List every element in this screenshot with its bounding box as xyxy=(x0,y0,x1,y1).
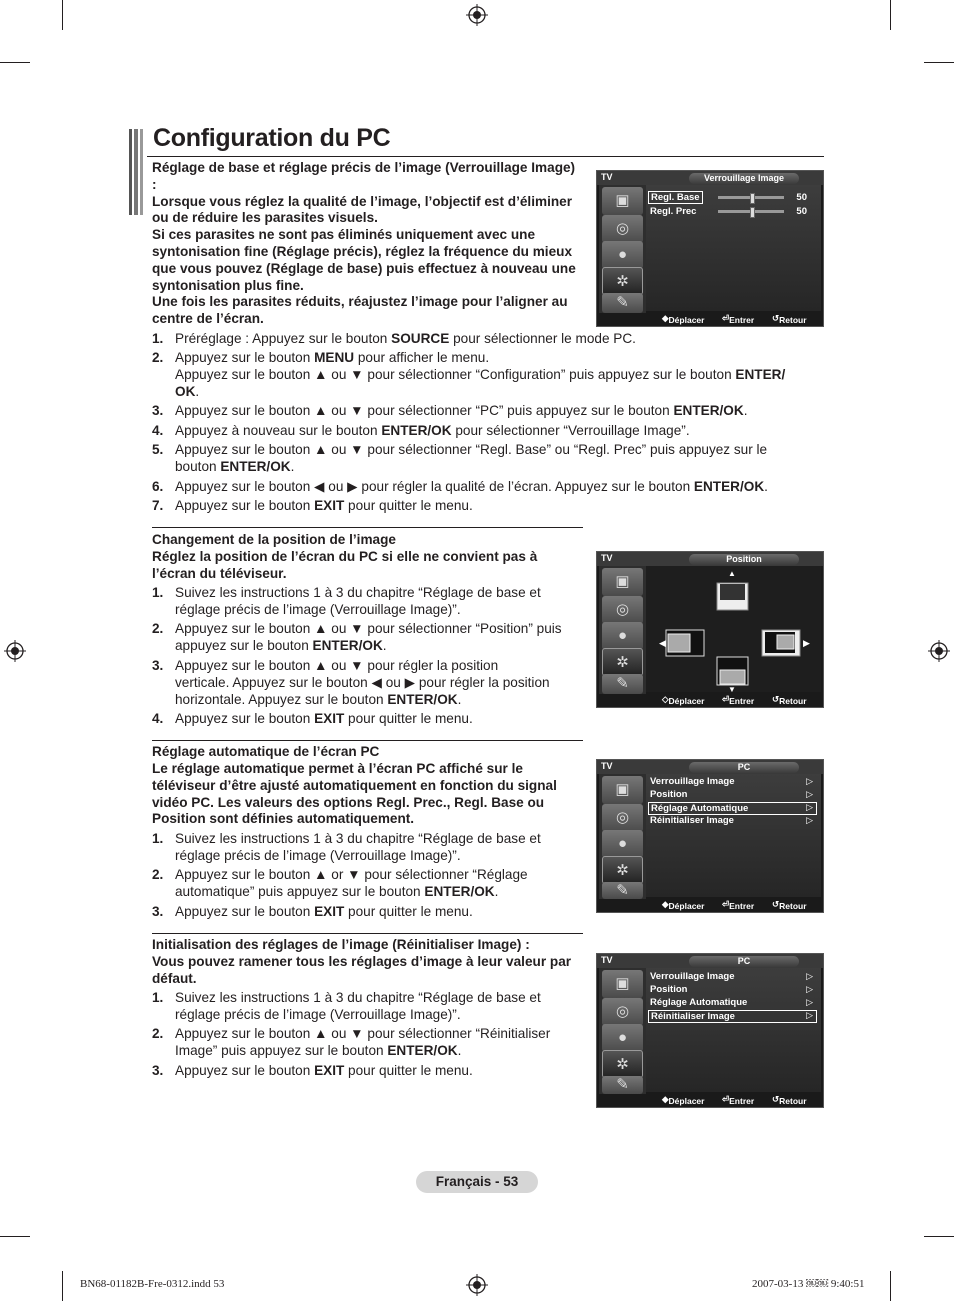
step-number: 2. xyxy=(152,1026,164,1041)
osd-item-regl-base: Regl. Base xyxy=(648,191,703,204)
osd-pane xyxy=(646,774,821,897)
step-number: 4. xyxy=(152,423,164,438)
step-text: Appuyez à nouveau sur le bouton ENTER/OK pour sélectionner “Verrouillage Image”. xyxy=(175,423,690,438)
registration-mark-icon xyxy=(928,640,950,662)
section-rule xyxy=(152,933,583,934)
sound-icon: ◎ xyxy=(602,215,643,243)
section1-intro-line: Si ces parasites ne sont pas éliminés uniquement avec une syntonisation fine (Réglage précis), réglez la fréquence du mieux que vous pouvez (Réglage de base) puis effectuez à nouveau une syntonisation plus fine. xyxy=(152,227,576,293)
step-text: Appuyez sur le bouton ▲ ou ▼ pour régler la position verticale. Appuyez sur le bouton ◀ ou ▶ pour régler la position horizontale. Appuyez sur le bouton ENTER/OK. xyxy=(175,658,550,707)
title-decoration xyxy=(129,129,143,215)
regl-prec-slider xyxy=(718,210,784,213)
registration-mark-icon xyxy=(466,1274,488,1296)
osd-item-verrouillage: Verrouillage Image xyxy=(650,776,735,787)
regl-base-slider xyxy=(718,196,784,199)
right-arrow-icon: ▷ xyxy=(806,997,813,1007)
svg-text:▲: ▲ xyxy=(728,569,736,578)
page-title: Configuration du PC xyxy=(153,124,391,152)
position-diagram xyxy=(646,566,821,692)
registration-mark-icon xyxy=(4,640,26,662)
section2-intro: Réglez la position de l’écran du PC si elle ne convient pas à l’écran du téléviseur. xyxy=(152,549,538,581)
enter-hint: ⏎ Entrer xyxy=(722,899,755,911)
step-text: Appuyez sur le bouton ▲ ou ▼ pour sélectionner “Position” puis appuyez sur le bouton ENTER/OK. xyxy=(175,621,562,653)
sound-icon: ◎ xyxy=(602,998,643,1026)
step-number: 2. xyxy=(152,350,164,365)
step-text: Suivez les instructions 1 à 3 du chapitre “Réglage de base et réglage précis de l’image (Verrouillage Image)”. xyxy=(175,585,541,617)
crop-mark xyxy=(924,1236,954,1237)
enter-hint: ⏎ Entrer xyxy=(722,313,755,325)
move-hint: ◆ Déplacer xyxy=(662,313,705,325)
osd-item-position: Position xyxy=(650,789,688,800)
step-number: 1. xyxy=(152,831,164,846)
setup-icon: ✲ xyxy=(602,1050,643,1078)
step-number: 2. xyxy=(152,867,164,882)
right-arrow-icon: ▷ xyxy=(806,984,813,994)
back-hint: ↺ Retour xyxy=(772,899,807,911)
osd-item-position: Position xyxy=(650,984,688,995)
section1-intro xyxy=(152,160,577,328)
osd-tv-label: TV xyxy=(601,955,613,965)
input-icon: ✎ xyxy=(602,882,643,899)
move-hint: ◇ Déplacer xyxy=(662,694,705,706)
regl-prec-knob xyxy=(750,207,755,218)
step-number: 4. xyxy=(152,711,164,726)
picture-icon: ▣ xyxy=(602,776,643,804)
step-text: Appuyez sur le bouton EXIT pour quitter le menu. xyxy=(175,904,473,919)
right-arrow-icon: ▷ xyxy=(806,815,813,825)
regl-base-knob xyxy=(750,193,755,204)
section4-intro: Vous pouvez ramener tous les réglages d’image à leur valeur par défaut. xyxy=(152,954,572,986)
enter-hint: ⏎ Entrer xyxy=(722,1094,755,1106)
osd-footer xyxy=(646,897,821,911)
channel-icon: ● xyxy=(602,1024,643,1052)
crop-mark xyxy=(62,0,63,30)
back-hint: ↺ Retour xyxy=(772,313,807,325)
sound-icon: ◎ xyxy=(602,804,643,832)
input-icon: ✎ xyxy=(602,674,643,694)
step-number: 2. xyxy=(152,621,164,636)
osd-footer xyxy=(646,1092,821,1106)
osd-item-verrouillage: Verrouillage Image xyxy=(650,971,735,982)
step-number: 5. xyxy=(152,442,164,457)
osd-item-regl-prec: Regl. Prec xyxy=(650,206,697,217)
step-text: Appuyez sur le bouton EXIT pour quitter le menu. xyxy=(175,711,473,726)
right-arrow-icon: ▷ xyxy=(806,1010,813,1020)
osd-pane xyxy=(646,968,821,1092)
osd-pane xyxy=(646,185,821,311)
osd-caption: PC xyxy=(689,762,799,773)
move-hint: ◆ Déplacer xyxy=(662,899,705,911)
osd-caption: PC xyxy=(689,956,799,967)
osd-sidebar xyxy=(599,774,646,899)
right-arrow-icon: ▷ xyxy=(806,971,813,981)
section3-heading: Réglage automatique de l’écran PC xyxy=(152,744,380,759)
osd-lock-screen xyxy=(596,170,824,327)
osd-tv-label: TV xyxy=(601,172,613,182)
step-number: 1. xyxy=(152,331,164,346)
crop-mark xyxy=(890,1271,891,1301)
section3-intro: Le réglage automatique permet à l’écran PC affiché sur le téléviseur d’être ajusté automatiquement en fonction du signal vidéo PC. Les valeurs des options Regl. Prec., Regl. Base ou Position sont définies automatiquement. xyxy=(152,761,557,827)
step-text: Appuyez sur le bouton EXIT pour quitter le menu. xyxy=(175,498,473,513)
svg-text:▶: ▶ xyxy=(803,638,810,648)
crop-mark xyxy=(0,62,30,63)
svg-text:▼: ▼ xyxy=(728,685,736,692)
input-icon: ✎ xyxy=(602,1076,643,1094)
setup-icon: ✲ xyxy=(602,856,643,884)
osd-item-reglage-auto: Réglage Automatique xyxy=(648,802,817,815)
back-hint: ↺ Retour xyxy=(772,1094,807,1106)
step-text: Appuyez sur le bouton ▲ ou ▼ pour sélectionner “Regl. Base” ou “Regl. Prec” puis appuyez sur le bouton ENTER/OK. xyxy=(175,442,768,474)
section-rule xyxy=(152,740,583,741)
print-file-info: BN68-01182B-Fre-0312.indd 53 xyxy=(80,1278,225,1290)
osd-item-reglage-auto: Réglage Automatique xyxy=(650,997,748,1008)
step-number: 3. xyxy=(152,658,164,673)
regl-prec-value: 50 xyxy=(796,206,807,217)
osd-pane xyxy=(646,566,821,692)
section-rule xyxy=(152,527,583,528)
step-text: Appuyez sur le bouton ▲ ou ▼ pour sélectionner “Réinitialiser Image” puis appuyez sur le bouton ENTER/OK. xyxy=(175,1026,551,1058)
setup-icon: ✲ xyxy=(602,648,643,676)
channel-icon: ● xyxy=(602,241,643,269)
move-hint: ◆ Déplacer xyxy=(662,1094,705,1106)
sound-icon: ◎ xyxy=(602,596,643,624)
step-number: 6. xyxy=(152,479,164,494)
osd-footer xyxy=(646,692,821,706)
osd-item-reinitialiser: Réinitialiser Image xyxy=(648,1010,817,1023)
regl-base-value: 50 xyxy=(796,192,807,203)
osd-sidebar xyxy=(599,968,646,1094)
input-icon: ✎ xyxy=(602,293,643,313)
step-number: 3. xyxy=(152,1063,164,1078)
section1-heading: Réglage de base et réglage précis de l’image (Verrouillage Image) : xyxy=(152,160,576,192)
osd-sidebar xyxy=(599,566,646,694)
section1-intro-line: Lorsque vous réglez la qualité de l’image, l’objectif est d’éliminer ou de réduire les parasites visuels. xyxy=(152,193,573,226)
step-number: 1. xyxy=(152,990,164,1005)
channel-icon: ● xyxy=(602,830,643,858)
print-date-info: 2007-03-13 ￼￼ 9:40:51 xyxy=(752,1278,865,1290)
title-rule xyxy=(147,156,824,157)
step-number: 3. xyxy=(152,904,164,919)
step-text: Préréglage : Appuyez sur le bouton SOURCE pour sélectionner le mode PC. xyxy=(175,331,636,346)
picture-icon: ▣ xyxy=(602,970,643,998)
picture-icon: ▣ xyxy=(602,568,643,596)
step-number: 1. xyxy=(152,585,164,600)
section4-heading: Initialisation des réglages de l’image (Réinitialiser Image) : xyxy=(152,937,530,952)
step-text: Appuyez sur le bouton ▲ ou ▼ pour sélectionner “PC” puis appuyez sur le bouton ENTER/OK. xyxy=(175,403,748,418)
step-text: Appuyez sur le bouton ▲ or ▼ pour sélectionner “Réglage automatique” puis appuyez sur le bouton ENTER/OK. xyxy=(175,867,528,899)
setup-icon: ✲ xyxy=(602,267,643,295)
osd-pc-auto-screen xyxy=(596,759,824,913)
picture-icon: ▣ xyxy=(602,187,643,215)
step-text: Suivez les instructions 1 à 3 du chapitre “Réglage de base et réglage précis de l’image (Verrouillage Image)”. xyxy=(175,990,541,1022)
step-number: 3. xyxy=(152,403,164,418)
step-text: Appuyez sur le bouton MENU pour afficher le menu. Appuyez sur le bouton ▲ ou ▼ pour sélectionner “Configuration” puis appuyez sur le bouton ENTER/ OK. xyxy=(175,350,786,399)
osd-item-reinitialiser: Réinitialiser Image xyxy=(650,815,734,826)
osd-sidebar xyxy=(599,185,646,313)
enter-hint: ⏎ Entrer xyxy=(722,694,755,706)
osd-footer xyxy=(646,311,821,325)
right-arrow-icon: ▷ xyxy=(806,789,813,799)
osd-tv-label: TV xyxy=(601,761,613,771)
channel-icon: ● xyxy=(602,622,643,650)
step-number: 7. xyxy=(152,498,164,513)
osd-caption: Position xyxy=(689,554,799,565)
svg-text:◀: ◀ xyxy=(659,638,666,648)
step-text: Suivez les instructions 1 à 3 du chapitre “Réglage de base et réglage précis de l’image (Verrouillage Image)”. xyxy=(175,831,541,863)
step-text: Appuyez sur le bouton ◀ ou ▶ pour régler la qualité de l’écran. Appuyez sur le bouton ENTER/OK. xyxy=(175,479,768,494)
crop-mark xyxy=(62,1271,63,1301)
page-number-label: Français - 53 xyxy=(416,1171,538,1193)
osd-tv-label: TV xyxy=(601,553,613,563)
right-arrow-icon: ▷ xyxy=(806,802,813,812)
osd-pc-reset-screen xyxy=(596,953,824,1108)
section1-intro-line: Une fois les parasites réduits, réajustez l’image pour l’aligner au centre de l’écran. xyxy=(152,294,568,327)
crop-mark xyxy=(0,1236,30,1237)
section2-heading: Changement de la position de l’image xyxy=(152,532,396,547)
osd-position-screen xyxy=(596,551,824,708)
right-arrow-icon: ▷ xyxy=(806,776,813,786)
step-text: Appuyez sur le bouton EXIT pour quitter le menu. xyxy=(175,1063,473,1078)
back-hint: ↺ Retour xyxy=(772,694,807,706)
crop-mark xyxy=(890,0,891,30)
registration-mark-icon xyxy=(466,4,488,26)
crop-mark xyxy=(924,62,954,63)
osd-caption: Verrouillage Image xyxy=(689,173,799,184)
